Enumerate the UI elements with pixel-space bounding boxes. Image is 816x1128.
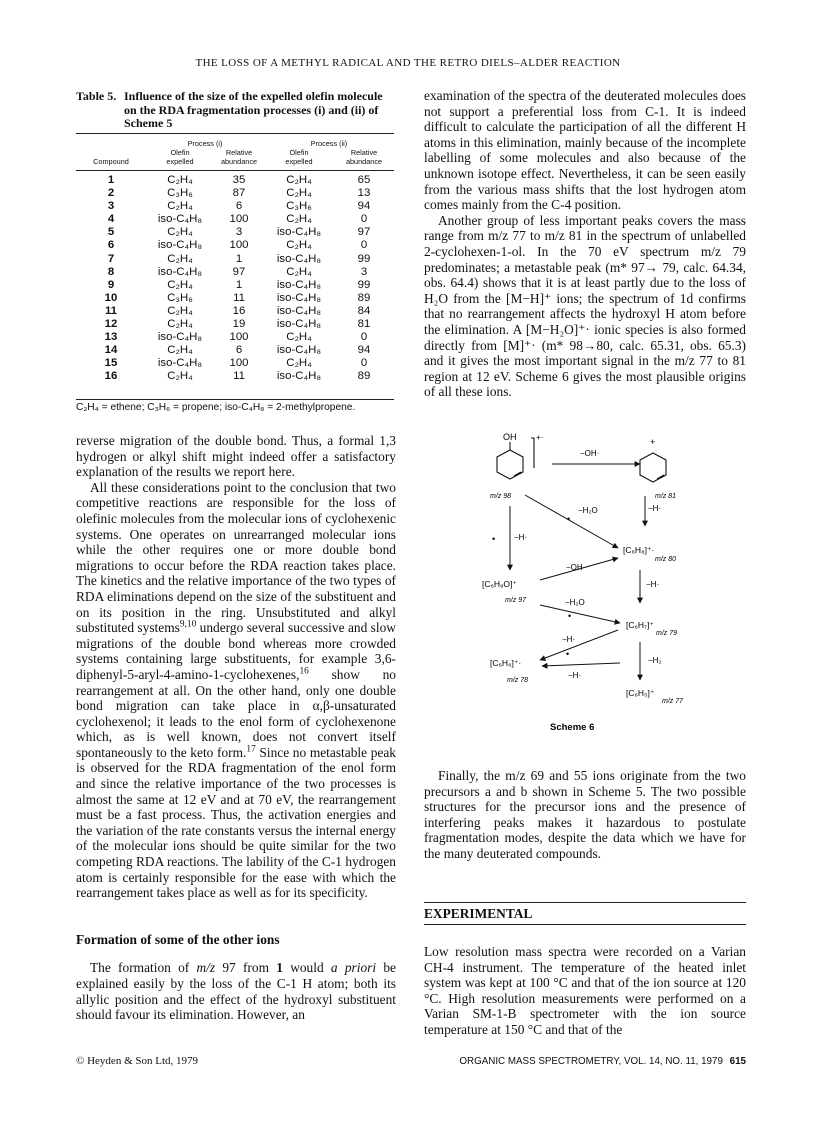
compound-number-cell: 6	[107, 239, 115, 252]
table-cell: C₂H₄	[167, 318, 193, 331]
compound-number-cell: 7	[107, 252, 115, 265]
table-cell: 89	[357, 291, 371, 304]
ion-label: [C₆H₉O]⁺	[482, 579, 517, 589]
table-row	[76, 266, 394, 279]
compound-ref: 1	[276, 960, 283, 976]
reaction-arrow	[525, 495, 618, 548]
table-caption	[76, 90, 396, 131]
paragraph: reverse migration of the double bond. Thus, a formal 1,3 hydrogen or alkyl shift might indeed offer a satisfactory explanation of the results we report here.	[76, 433, 396, 480]
table-cell: 100	[229, 357, 249, 370]
right-column-experimental	[424, 944, 746, 1038]
table-cell: C₃H₆	[167, 187, 193, 200]
table-cell: 0	[360, 239, 368, 252]
table-caption-number: Table 5.	[76, 89, 117, 103]
compound-number-cell: 15	[104, 357, 118, 370]
section-heading: Formation of some of the other ions	[76, 931, 280, 947]
table-cell: 99	[357, 278, 371, 291]
text-run: 97 from	[215, 960, 277, 976]
section-heading-experimental: EXPERIMENTAL	[424, 906, 533, 921]
table-cell: 16	[232, 304, 246, 317]
table-cell: 89	[357, 370, 371, 383]
col-header: abundance	[345, 157, 383, 166]
table-cell: 0	[360, 213, 368, 226]
compound-number-cell: 3	[107, 200, 115, 213]
table-cell: C₂H₄	[286, 331, 312, 344]
text-run: a priori	[330, 960, 377, 976]
mz-label: m/z 98	[490, 493, 512, 500]
table-row	[76, 226, 394, 239]
reaction-arrow	[540, 605, 620, 623]
table-cell: 65	[357, 174, 371, 186]
table-cell: 84	[357, 304, 371, 317]
table-row	[76, 344, 394, 357]
table-cell: 100	[229, 331, 249, 344]
table-cell: iso-C₄H₈	[157, 265, 203, 278]
table-cell: iso-C₄H₈	[276, 226, 322, 239]
ion-label: [C₆H₈]⁺·	[623, 545, 655, 555]
table-cell: iso-C₄H₈	[276, 370, 322, 383]
footer-journal	[424, 1056, 746, 1067]
table-row	[76, 292, 394, 305]
col-header: Compound	[93, 157, 129, 166]
mz-label: m/z 97	[505, 597, 527, 604]
table-row	[76, 200, 394, 213]
table-cell: C₂H₄	[167, 226, 193, 239]
reaction-arrow	[542, 663, 620, 666]
scheme-6-diagram	[470, 398, 760, 743]
cation-label: +	[650, 437, 656, 447]
compound-number-cell: 9	[107, 278, 115, 291]
table-cell: 1	[235, 252, 243, 265]
loss-label: −H·	[562, 635, 576, 644]
table-cell: 6	[235, 200, 243, 213]
compound-number-cell: 2	[107, 187, 115, 200]
left-column	[76, 433, 396, 1023]
ion-label: [C₆H₆]⁺·	[490, 658, 522, 668]
table-cell: C₂H₄	[286, 239, 312, 252]
table-cell: 3	[360, 265, 368, 278]
loss-label: −H₂O	[578, 506, 598, 515]
table-caption-text: Influence of the size of the expelled olefin molecule on the RDA fragmentation processes (i) and (ii) of Scheme 5	[124, 89, 383, 130]
table-row	[76, 305, 394, 318]
compound-number-cell: 5	[107, 226, 115, 239]
table-cell: C₂H₄	[167, 252, 193, 265]
table-cell: C₂H₄	[167, 344, 193, 357]
ion-label: [C₆H₇]⁺	[626, 620, 654, 630]
paragraph	[76, 480, 396, 901]
table-cell: iso-C₄H₈	[276, 318, 322, 331]
radical-dot: •	[492, 534, 496, 544]
col-header: expelled	[166, 157, 194, 166]
table-cell: C₂H₄	[286, 213, 312, 226]
mz-label: m/z 79	[656, 630, 678, 637]
table-header-row-1	[76, 148, 394, 157]
group-header-process-i: Process (i)	[187, 139, 223, 148]
table-cell: C₂H₄	[286, 174, 312, 186]
mz-label: m/z 81	[655, 493, 677, 500]
table-cell: 81	[357, 318, 371, 331]
table-cell: C₃H₆	[167, 291, 193, 304]
table-cell: iso-C₄H₈	[157, 239, 203, 252]
table-cell: iso-C₄H₈	[276, 291, 322, 304]
compound-number-cell: 1	[107, 174, 115, 186]
table-row	[76, 174, 394, 187]
compound-number-cell: 10	[104, 291, 118, 304]
text-run: show no rearrangement at all. On the other hand, only one double bond migration can take place in α,β-unsaturated cyclohexenol; it leads to the enol form of cyclohexenone which, as is well known, does not convert itself spontaneously to the keto form.	[76, 666, 396, 760]
text-run: All these considerations point to the conclusion that two competitive reactions are responsible for the loss of olefinic molecules from the molecular ions of cyclohexenic systems. One operates on unrearranged molecular ions while the other requires one or more double bond migrations to occur before the RDA reaction takes place. The kinetics and the relative importance of the two types of RDA eliminations depend on the size of the substituent and on its position in the ring. Unsubstituted and alkyl substituted systems	[76, 479, 396, 636]
table-cell: 0	[360, 357, 368, 370]
text-run: Since no metastable peak is observed for the RDA fragmentation of the enol form and since the relative importance of the two processes is almost the same at 12 eV and at 70 eV, the rearrangement must be a fast process. Thus, the activation energies and the variation of the rate constants versus the internal energy of the molecular ions should be quite similar for the two competing RDA reactions. The lability of the C-1 hydrogen atom is certainly responsible for the ease with which the rearrangement takes place as well as for its specificity.	[76, 744, 396, 901]
journal-citation: ORGANIC MASS SPECTROMETRY, VOL. 14, NO. 11, 1979	[459, 1056, 723, 1067]
compound-number-cell: 4	[107, 213, 115, 226]
table-cell: 13	[357, 187, 371, 200]
col-header: Olefin	[170, 148, 190, 157]
table-cell: 99	[357, 252, 371, 265]
table-cell: 19	[232, 318, 246, 331]
table-cell: C₂H₄	[167, 200, 193, 213]
text-run: would	[282, 960, 331, 976]
table-cell: C₂H₄	[167, 370, 193, 383]
table-row	[76, 370, 394, 383]
col-header: Relative	[225, 148, 253, 157]
paragraph	[76, 960, 396, 1022]
table-body	[76, 174, 394, 384]
table-row	[76, 357, 394, 370]
col-header: abundance	[220, 157, 258, 166]
page-number: 615	[729, 1056, 746, 1067]
loss-label: −H·	[648, 504, 662, 513]
data-table	[76, 139, 394, 384]
paragraph: Low resolution mass spectra were recorded on a Varian CH-4 instrument. The temperature of the heated inlet system was kept at 100 °C and that of the ion source at 120 °C. High resolution measurements were performed on a Varian SM-1-B spectrometer with the ion source temperature at 150 °C and that of the	[424, 944, 746, 1037]
table-group-header-row	[76, 139, 394, 148]
loss-label: −H·	[568, 671, 582, 680]
mz-label: m/z 78	[507, 677, 529, 684]
table-bottom-rule	[76, 399, 394, 400]
experimental-rule	[424, 902, 746, 903]
compound-number-cell: 13	[104, 331, 118, 344]
loss-label: −H₂	[648, 656, 662, 665]
mz-label: m/z 77	[662, 698, 684, 705]
compound-number-cell: 11	[104, 304, 118, 317]
table-cell: 94	[357, 344, 371, 357]
table-cell: 97	[357, 226, 371, 239]
group-header-process-ii: Process (ii)	[310, 139, 348, 148]
table-cell: C₂H₄	[167, 278, 193, 291]
scheme-caption: Scheme 6	[550, 722, 595, 733]
loss-label: −H·	[646, 580, 660, 589]
table-cell: C₂H₄	[167, 304, 193, 317]
radical-dot: •	[568, 611, 572, 621]
radical-cation-label: +·	[536, 433, 544, 442]
table-cell: iso-C₄H₈	[276, 252, 322, 265]
paragraph: Another group of less important peaks covers the mass range from m/z 77 to m/z 81 in the spectrum of unlabelled 2-cyclohexen-1-ol. In the 70 eV spectrum m/z 79 predominates; a metastable peak (m* 97→ 79, calc. 64.34, obs. 64.4) shows that it is at least partly due to the loss of H₂O from the [M−H]⁺ ions; the spectrum of 1d confirms that no rearrangement affects the hydroxyl H atom before the elimination. A [M−H₂O]⁺· ionic species is also formed directly from [M]⁺· (m* 98→80, calc. 65.31, obs. 65.3) and it gives the most important signal in the m/z 77 to 81 region at 12 eV. Scheme 6 gives the most plausible origins of all these ions.	[424, 212, 746, 400]
table-cell: 94	[357, 200, 371, 213]
reaction-arrow	[540, 560, 620, 663]
col-header: Olefin	[289, 148, 309, 157]
table-cell: iso-C₄H₈	[276, 278, 322, 291]
table-cell: iso-C₄H₈	[276, 344, 322, 357]
compound-number-cell: 12	[104, 318, 118, 331]
running-head: THE LOSS OF A METHYL RADICAL AND THE RETRO DIELS–ALDER REACTION	[195, 57, 621, 69]
table-cell: 3	[235, 226, 243, 239]
table-footnote: C₂H₄ = ethene; C₃H₆ = propene; iso-C₄H₈ = 2-methylpropene.	[76, 402, 356, 413]
paragraph: examination of the spectra of the deuterated molecules does not support a preferential loss from C-1. It is indeed difficult to calculate the participation of all the different H atoms in this elimination, mainly because of the incomplete labelling of some molecules and also because of the unknown isotope effect. Nevertheless, it can be seen easily from the various mass shifts that the lost hydrogen atom comes mainly from the C-4 position.	[424, 88, 746, 213]
right-column-bottom	[424, 768, 746, 862]
citation: 17	[246, 744, 256, 755]
footer-copyright: © Heyden & Son Ltd, 1979	[76, 1055, 199, 1067]
col-header: expelled	[285, 157, 313, 166]
compound-number-cell: 14	[104, 344, 118, 357]
table-top-rule	[76, 133, 394, 134]
table-header-row-2	[76, 157, 394, 166]
table-row	[76, 318, 394, 331]
compound-number-cell: 8	[107, 265, 115, 278]
text-run: be explained easily by the loss of the C-1 H atom; both its allylic position and the effect of the hydroxyl substituent should favour its elimination. However, an	[76, 960, 396, 1023]
table-cell: C₂H₄	[286, 265, 312, 278]
paragraph: Finally, the m/z 69 and 55 ions originate from the two precursors a and b shown in Scheme 5. The two possible structures for the precursor ions and the presence of interfering peaks makes it hazardous to postulate fragmentation modes, despite the data which we have for the many deuterated compounds.	[424, 768, 746, 861]
loss-label: −H₂O	[565, 598, 585, 607]
ion-label: [C₆H₅]⁺	[626, 688, 655, 698]
table-cell: 11	[233, 291, 245, 304]
table-cell: C₂H₄	[167, 174, 193, 186]
hydroxyl-label: OH	[503, 432, 517, 442]
cyclohexenyl-cation-structure	[640, 453, 666, 482]
table-cell: iso-C₄H₈	[157, 331, 203, 344]
table-cell: 97	[232, 265, 246, 278]
table-cell: iso-C₄H₈	[157, 213, 203, 226]
table-cell: 1	[235, 278, 243, 291]
table-cell: 11	[233, 370, 245, 383]
table-row	[76, 187, 394, 200]
text-run: m/z	[196, 960, 216, 976]
compound-number-cell: 16	[104, 370, 118, 383]
mz-label: m/z 80	[655, 556, 677, 563]
table-row	[76, 239, 394, 252]
table-cell: C₃H₆	[286, 200, 312, 213]
table-row	[76, 331, 394, 344]
table-row	[76, 253, 394, 266]
table-cell: 35	[232, 174, 246, 186]
text-run: The formation of	[90, 960, 197, 976]
table-cell: 0	[360, 331, 368, 344]
citation: 9,10	[179, 619, 197, 630]
table-cell: C₂H₄	[286, 357, 312, 370]
cyclohexenol-structure	[497, 438, 534, 479]
table-cell: 87	[232, 187, 246, 200]
table-row	[76, 213, 394, 226]
table-cell: 100	[229, 239, 249, 252]
table-cell: iso-C₄H₈	[157, 357, 203, 370]
table-cell: C₂H₄	[286, 187, 312, 200]
table-row	[76, 279, 394, 292]
text-run: undergo several successive and slow migrations of the double bond whereas more crowded systems containing large substituents, for example 3,6-diphenyl-5-aryl-4-amino-1-cyclohexenes,	[76, 620, 396, 682]
citation: 16	[299, 666, 309, 677]
radical-dot: •	[567, 514, 571, 524]
table-cell: iso-C₄H₈	[276, 304, 322, 317]
col-header: Relative	[350, 148, 378, 157]
loss-label: −OH·	[566, 563, 586, 572]
loss-label: −H·	[514, 533, 528, 542]
table-cell: 100	[229, 213, 249, 226]
reaction-arrow	[540, 630, 618, 660]
loss-label: −OH·	[580, 449, 600, 458]
radical-dot: •	[566, 649, 570, 659]
right-column-top	[424, 88, 746, 400]
experimental-underline	[424, 924, 746, 925]
table-cell: 6	[235, 344, 243, 357]
